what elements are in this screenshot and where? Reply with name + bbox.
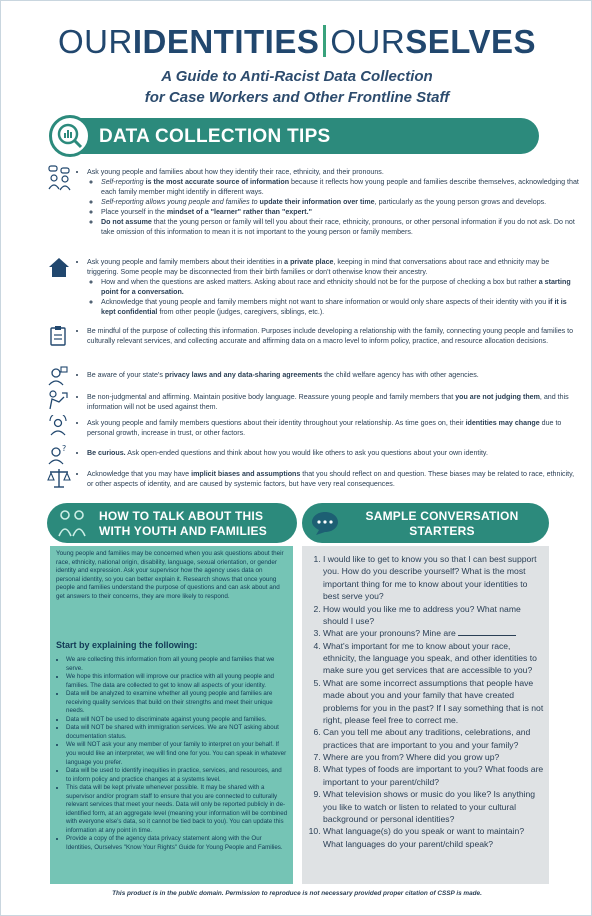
tip-4 bbox=[77, 370, 581, 380]
how-to-talk-title-line-1: HOW TO TALK ABOUT THIS bbox=[99, 509, 264, 523]
tip-5 bbox=[77, 392, 581, 412]
svg-text:?: ? bbox=[62, 444, 67, 453]
tip-1-sub-3: ◦ Place yourself in the mindset of a "learner" rather than "expert." bbox=[101, 207, 581, 217]
scales-icon bbox=[47, 467, 71, 489]
list-item: • We hope this information will improve our practice with all young people and families. The data are collected to get to know all aspects of your identity. bbox=[66, 673, 288, 690]
list-item: • We will NOT ask your any member of your family to interpret on your behalf. If you would like an interpreter, we will find one for you. You can speak in whatever language you prefer. bbox=[66, 741, 288, 767]
explanation-list bbox=[56, 656, 288, 853]
list-item: • Provide a copy of the agency data privacy statement along with the Our Identities, Ourselves "Know Your Rights" Guide for Young People and Families. bbox=[66, 835, 288, 852]
list-item: • Data will be analyzed to examine whether all young people and families are receiving quality services that build on their strengths and meet their unique needs. bbox=[66, 690, 288, 716]
subtitle-line-2: for Case Workers and Other Frontline Staff bbox=[144, 89, 450, 106]
tip-8 bbox=[77, 469, 581, 489]
magnifier-chart-icon bbox=[49, 115, 91, 157]
tip-7-main: • Be curious. Ask open-ended questions and think about how you would like others to ask you questions about your own identity. bbox=[87, 448, 581, 458]
data-collection-tips-heading bbox=[59, 118, 539, 154]
page-title bbox=[1, 23, 592, 61]
tip-2-sub-1: ◦ How and when the questions are asked matters. Asking about race and ethnicity should not be for the purpose of checking a box but rather a starting point for a conversation. bbox=[101, 277, 581, 297]
list-item: 7. Where are you from? Where did you grow up? bbox=[323, 751, 545, 763]
tip-2 bbox=[77, 257, 581, 317]
list-item: 1. I would like to get to know you so that I can best support you. How do you describe yourself? What is the most important thing for me to know about your identities to best serve you? bbox=[323, 553, 545, 603]
list-item: 9. What television shows or music do you like? Is anything you like to watch or listen to related to your cultural background or personal identities? bbox=[323, 788, 545, 825]
tip-8-main: • Acknowledge that you may have implicit biases and assumptions that you should reflect on and question. These biases may be related to race, ethnicity, or other aspects of identity, and are caused by systemic factors, but have very real consequences. bbox=[87, 469, 581, 489]
tip-6-main: • Ask young people and family members questions about their identity throughout your relationship. As time goes on, their identities may change due to personal growth, increase in trust, or other factors. bbox=[87, 418, 581, 438]
how-to-talk-heading bbox=[47, 503, 297, 543]
people-group-icon bbox=[57, 508, 87, 538]
how-to-talk-intro: Young people and families may be concerned when you ask questions about their race, ethnicity, national origin, disability, language, sexual orientation, or gender identity and expression. Ask your supervisor how the agency uses data on personal identity, so you can better explain it. Research shows that once young people and families understand the purpose of questions and can ask about and get answers to their concerns, they are more likely to respond. bbox=[56, 550, 284, 600]
list-item: 3. What are your pronouns? Mine are bbox=[323, 627, 545, 639]
how-to-talk-title bbox=[99, 509, 267, 539]
how-to-talk-title-line-2: WITH YOUTH AND FAMILIES bbox=[99, 524, 267, 538]
privacy-person-icon bbox=[47, 365, 71, 387]
speech-bubble-icon bbox=[310, 509, 338, 537]
conversation-starters-list bbox=[307, 553, 545, 850]
sample-conversation-title bbox=[342, 509, 542, 539]
tip-7 bbox=[77, 448, 581, 458]
title-our-2: OUR bbox=[330, 23, 406, 60]
tip-5-main: • Be non-judgmental and affirming. Maintain positive body language. Reassure young people and family members that you are not judging them, and this information will not be used against them. bbox=[87, 392, 581, 412]
tip-1-sub-2: ◦ Self-reporting allows young people and families to update their information over time, particularly as the young person grows and develops. bbox=[101, 197, 581, 207]
sample-conversation-title-line-1: SAMPLE CONVERSATION bbox=[365, 509, 519, 523]
pronoun-blank-line bbox=[458, 627, 516, 636]
list-item: • Data will NOT be used to discriminate against young people and families. bbox=[66, 716, 288, 725]
tip-1 bbox=[77, 167, 581, 237]
cycle-person-icon bbox=[47, 415, 71, 437]
list-item: • This data will be kept private whenever possible. It may be shared with a supervisor and/or program staff to ensure that you are connected to culturally relevant services that meet your needs. Data will only be reported publicly in de-identified form, at an aggregate level (meaning your information will be combined with everyone else's data, so it cannot be tied back to you). You can update this information at any point in time. bbox=[66, 784, 288, 835]
list-item: • Data will be used to identify inequities in practice, services, and resources, and to inform policy and practice changes at a systems level. bbox=[66, 767, 288, 784]
title-identities: IDENTITIES bbox=[132, 23, 320, 60]
list-item: • Data will NOT be shared with immigration services. We are NOT asking about documentation status. bbox=[66, 724, 288, 741]
tip-1-sub-1: ◦ Self-reporting is the most accurate source of information because it reflects how young people and families describe themselves, acknowledging that each family member might identify in different ways. bbox=[101, 177, 581, 197]
handshake-icon bbox=[47, 389, 71, 411]
question-person-icon bbox=[47, 443, 71, 465]
start-explaining-heading: Start by explaining the following: bbox=[56, 640, 198, 650]
tip-3 bbox=[77, 326, 581, 346]
footer-note: This product is in the public domain. Permission to reproduce is not necessary provided proper citation of CSSP is made. bbox=[112, 890, 482, 897]
tip-1-sub-4: ◦ Do not assume that the young person or family will tell you about their race, ethnicity, pronouns, or other personal information if you do not ask. Do not take omission of this information to mean it is not important to the young person or family members. bbox=[101, 217, 581, 237]
people-chat-icon bbox=[47, 165, 71, 187]
title-divider bbox=[323, 25, 326, 57]
tip-3-main: • Be mindful of the purpose of collecting this information. Purposes include developing a relationship with the family, connecting young people and families to culturally relevant services, and collecting accurate and affirming data on a macro level to inform policy, practice, and resource allocation decisions. bbox=[87, 326, 581, 346]
data-collection-tips-title: DATA COLLECTION TIPS bbox=[99, 126, 331, 147]
list-item: 8. What types of foods are important to you? What foods are important to your parent/child? bbox=[323, 763, 545, 788]
subtitle-line-1: A Guide to Anti-Racist Data Collection bbox=[161, 68, 433, 85]
list-item: 6. Can you tell me about any traditions, celebrations, and practices that are important to you and your family? bbox=[323, 726, 545, 751]
list-item: • We are collecting this information from all young people and families that we serve. bbox=[66, 656, 288, 673]
sample-conversation-heading bbox=[302, 503, 549, 543]
tip-2-main: • Ask young people and family members about their identities in a private place, keeping in mind that conversations about race and ethnicity may be triggering. Some people may be disconnected from their birth families or don't otherwise know their ancestry. bbox=[87, 257, 581, 277]
tip-6 bbox=[77, 418, 581, 438]
list-item: 10. What language(s) do you speak or want to maintain? What languages do your parent/child speak? bbox=[323, 825, 545, 850]
house-icon bbox=[47, 255, 71, 277]
title-selves: SELVES bbox=[405, 23, 536, 60]
tip-1-main: • Ask young people and families about how they identify their race, ethnicity, and their pronouns. bbox=[87, 167, 581, 177]
list-item: 2. How would you like me to address you? What name should I use? bbox=[323, 603, 545, 628]
list-item: 4. What's important for me to know about your race, ethnicity, the language you speak, and other identities to make sure you get services that are accessible to you? bbox=[323, 640, 545, 677]
sample-conversation-title-line-2: STARTERS bbox=[409, 524, 475, 538]
tip-4-main: • Be aware of your state's privacy laws and any data-sharing agreements the child welfare agency has with other agencies. bbox=[87, 370, 581, 380]
list-item: 5. What are some incorrect assumptions that people have made about you and your family that have created problems for you in the past? If I say something that is not right, please feel free to correct me. bbox=[323, 677, 545, 727]
title-our: OUR bbox=[58, 23, 133, 60]
clipboard-icon bbox=[47, 325, 71, 347]
tip-2-sub-2: ◦ Acknowledge that young people and family members might not want to share information or would only share aspects of their identity with you if it is kept confidential from other people (judges, caregivers, siblings, etc.). bbox=[101, 297, 581, 317]
